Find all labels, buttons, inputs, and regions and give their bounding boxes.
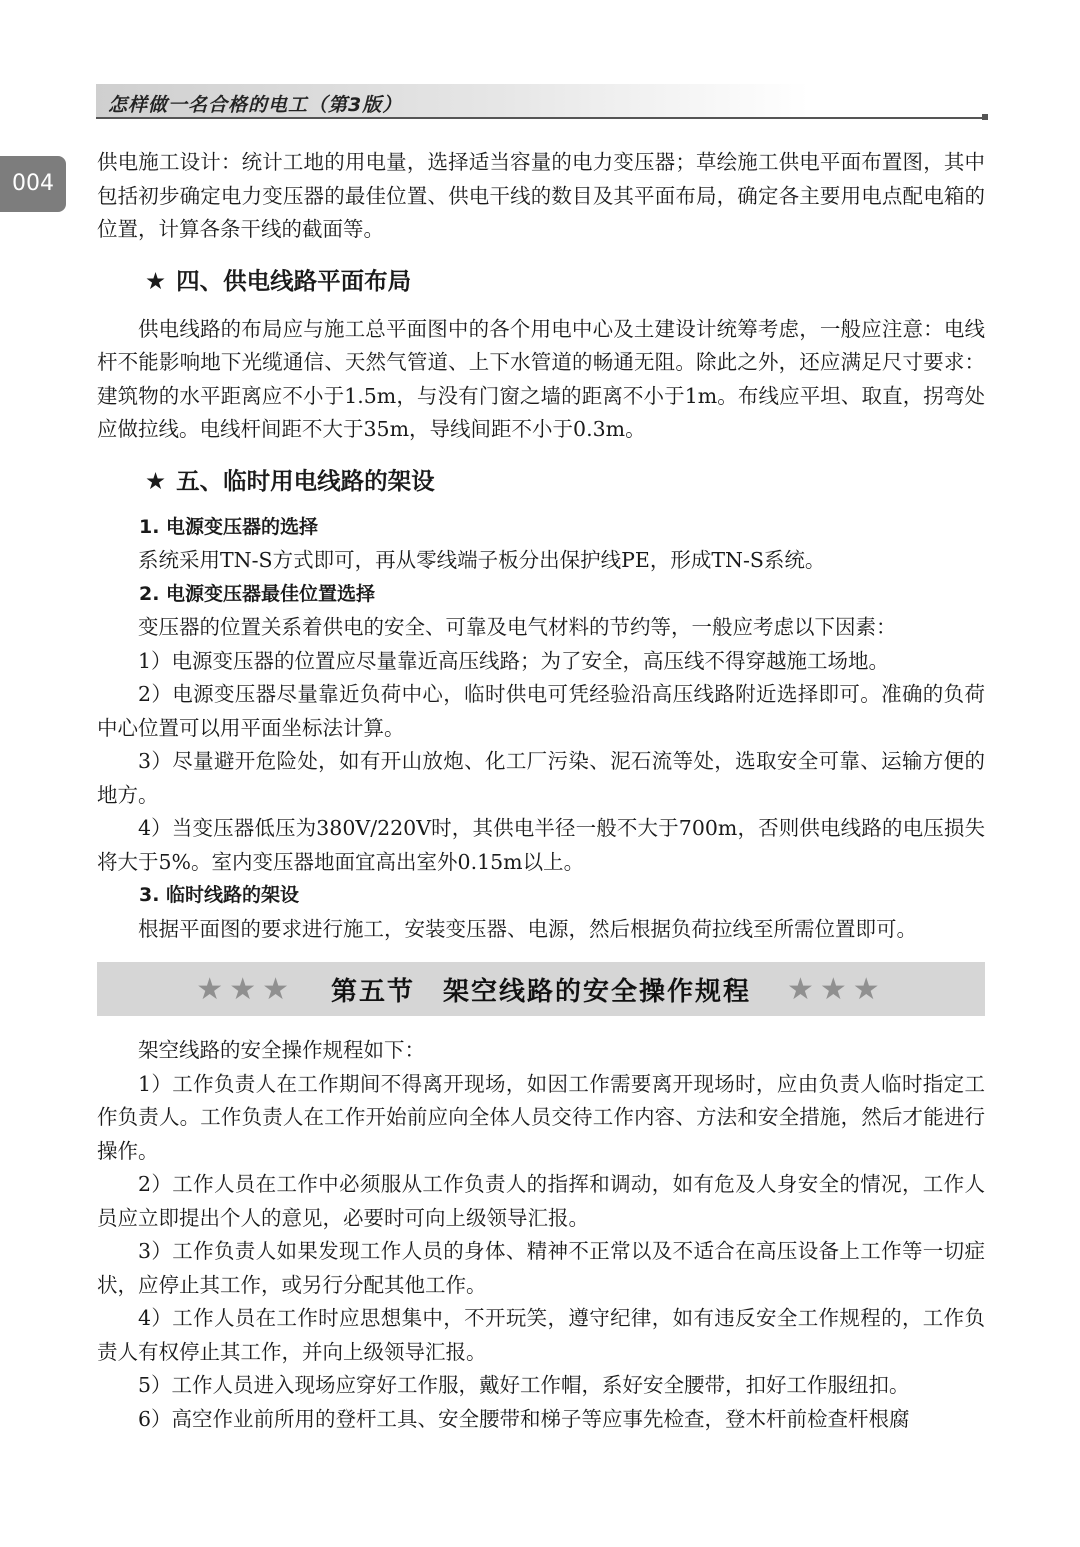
list-item: 1）电源变压器的位置应尽量靠近高压线路；为了安全，高压线不得穿越施工场地。 [138,648,890,673]
intro-paragraph: 供电施工设计：统计工地的用电量，选择适当容量的电力变压器；草绘施工供电平面布置图，其中包括初步确定电力变压器的最佳位置、供电干线的数目及其平面布局，确定各主要用电点配电箱的位置，计算各条干线的截面等。 [97,150,985,241]
star-icon: ★ [145,466,167,495]
list-item: 5）工作人员进入现场应穿好工作服，戴好工作帽，系好安全腰带，扣好工作服纽扣。 [138,1373,910,1397]
section4-paragraph: 供电线路的布局应与施工总平面图中的各个用电中心及土建设计统筹考虑，一般应注意：电线杆不能影响地下光缆通信、天然气管道、上下水管道的畅通无阻。除此之外，还应满足尺寸要求：建筑物的水平距离应不小于1.5m，与没有门窗之墙的距离不小于1m。布线应平坦、取直，拐弯处应做拉线。电线杆间距不大于35m，导线间距不小于0.3m。 [97,316,985,441]
page-number-tab: 004 [0,156,66,212]
list-item: 1）工作负责人在工作期间不得离开现场，如因工作需要离开现场时，应由负责人临时指定工作负责人。工作负责人在工作开始前应向全体人员交待工作内容、方法和安全措施，然后才能进行操作。 [97,1071,985,1163]
list-item: 2）电源变压器尽量靠近负荷中心，临时供电可凭经验沿高压线路附近选择即可。准确的负荷中心位置可以用平面坐标法计算。 [97,682,985,740]
subsection-2-title: 2. 电源变压器最佳位置选择 [139,582,376,605]
chapter-section-title: 第五节 架空线路的安全操作规程 [330,976,751,1007]
list-item: 4）当变压器低压为380V/220V时，其供电半径一般不大于700m，否则供电线路的电压损失将大于5%。室内变压器地面宜高出室外0.15m以上。 [97,816,985,874]
star-icon: ★ [145,266,167,295]
chapter-intro: 架空线路的安全操作规程如下： [138,1038,425,1062]
page-content [97,146,985,1436]
running-header [96,84,988,118]
section-heading-5 [97,463,985,499]
list-item: 3）尽量避开危险处，如有开山放炮、化工厂污染、泥石流等处，选取安全可靠、运输方便的地方。 [97,749,985,807]
section-heading-4 [97,263,985,299]
list-item: 6）高空作业前所用的登杆工具、安全腰带和梯子等应事先检查，登木杆前检查杆根腐 [138,1406,910,1431]
chapter-section-banner [97,962,985,1016]
subsection-3-paragraph: 根据平面图的要求进行施工，安装变压器、电源，然后根据负荷拉线至所需位置即可。 [138,916,917,941]
subsection-3-title: 3. 临时线路的架设 [139,884,300,906]
star-icon: ★★★ [787,971,886,1007]
subsection-1-title: 1. 电源变压器的选择 [139,515,319,538]
list-item: 4）工作人员在工作时应思想集中，不开玩笑，遵守纪律，如有违反安全工作规程的，工作负责人有权停止其工作，并向上级领导汇报。 [97,1306,985,1364]
star-icon: ★★★ [196,971,295,1007]
subsection-2-intro: 变压器的位置关系着供电的安全、可靠及电气材料的节约等，一般应考虑以下因素： [138,615,897,639]
list-item: 3）工作负责人如果发现工作人员的身体、精神不正常以及不适合在高压设备上工作等一切症状，应停止其工作，或另行分配其他工作。 [97,1239,985,1297]
list-item: 2）工作人员在工作中必须服从工作负责人的指挥和调动，如有危及人身安全的情况，工作人员应立即提出个人的意见，必要时可向上级领导汇报。 [97,1172,985,1230]
subsection-1-paragraph: 系统采用TN-S方式即可，再从零线端子板分出保护线PE，形成TN-S系统。 [138,548,826,572]
section-heading-5-text: 五、临时用电线路的架设 [176,466,435,495]
section-heading-4-text: 四、供电线路平面布局 [176,266,412,295]
header-rule-end [982,114,988,120]
book-title: 怎样做一名合格的电工（第3版） [108,94,403,116]
header-rule [96,117,988,119]
